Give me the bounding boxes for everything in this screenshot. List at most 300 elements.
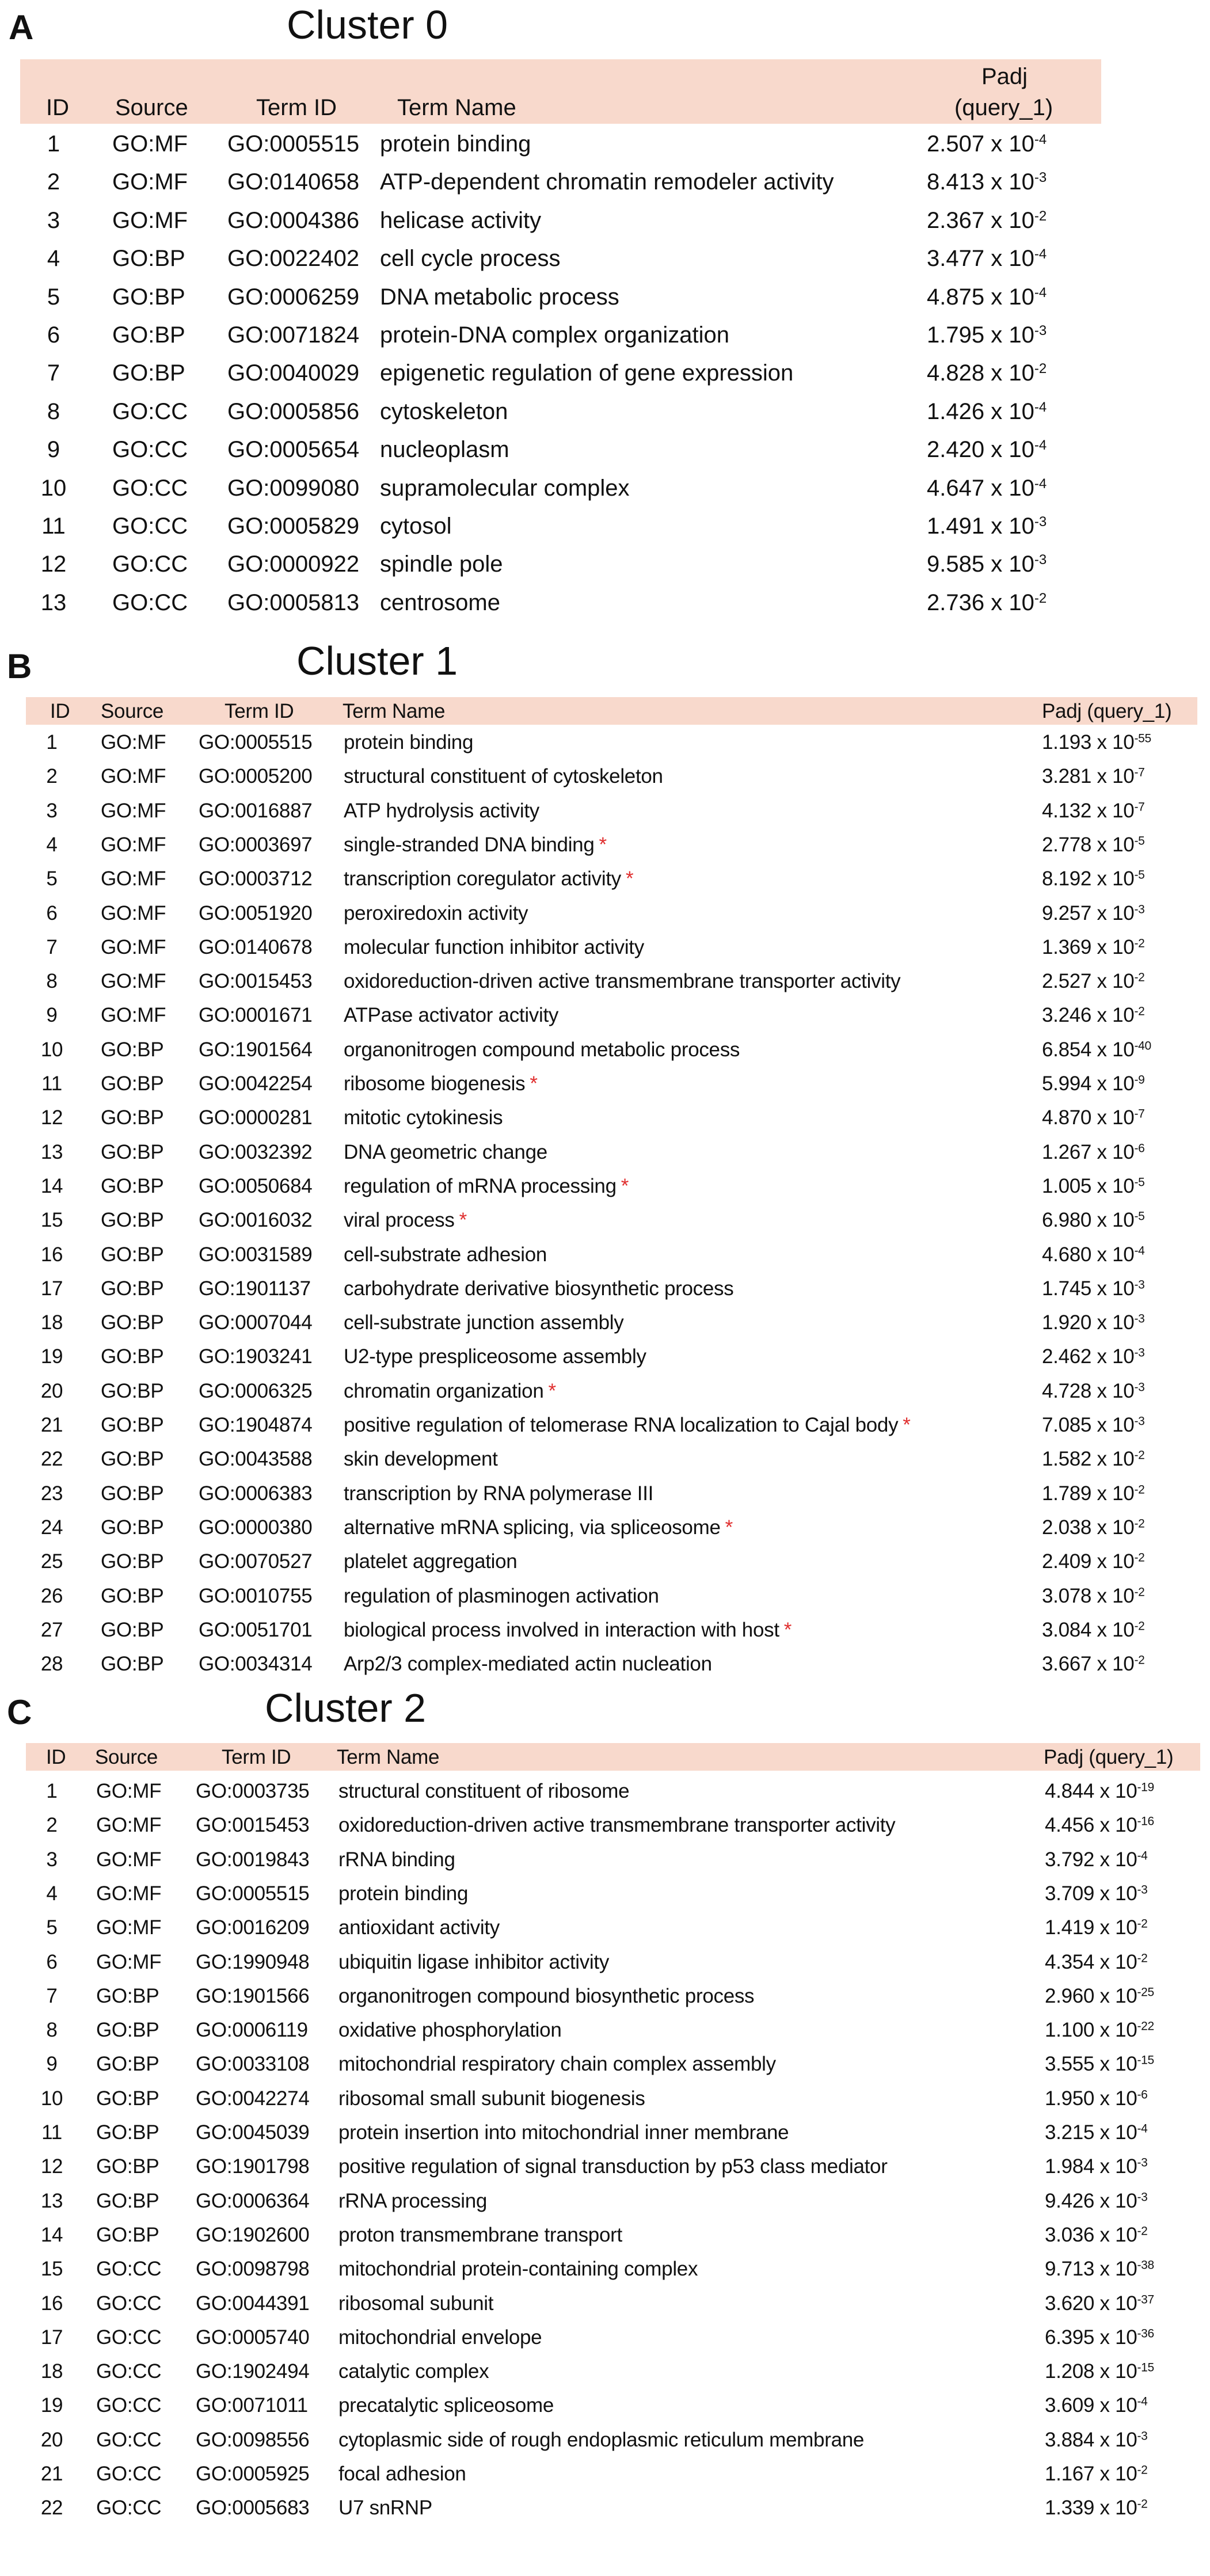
row-term-name [344,1414,911,1437]
padj-mantissa: 3.709 x 10 [1045,1882,1137,1905]
padj-mantissa: 1.582 x 10 [1042,1448,1135,1471]
padj-mantissa: 2.960 x 10 [1045,1984,1137,2007]
row-term-name [338,2258,698,2281]
term-name-text: alternative mRNA splicing, via spliceosome [344,1516,721,1539]
row-id: 21 [40,1414,63,1436]
term-name-text: mitochondrial protein-containing complex [338,2258,698,2281]
padj-exponent: -2 [1137,2463,1148,2477]
row-padj [1042,765,1145,788]
row-term-id: GO:0005515 [199,731,313,754]
padj-exponent: -36 [1137,2327,1154,2341]
row-term-id: GO:0005200 [199,765,313,788]
padj-exponent: -5 [1134,834,1145,848]
table-row [0,970,1210,995]
padj-exponent: -9 [1134,1073,1145,1087]
padj-exponent: -4 [1137,2395,1148,2408]
padj-exponent: -3 [1034,170,1047,186]
row-term-id: GO:0098556 [196,2428,310,2451]
row-term-id: GO:0016209 [196,1916,310,1939]
row-id: 2 [46,1814,58,1837]
padj-mantissa: 3.281 x 10 [1042,765,1135,788]
term-name-text: nucleoplasm [380,437,509,463]
row-source: GO:CC [96,2463,162,2485]
padj-mantissa: 2.507 x 10 [927,131,1034,157]
header-term-id: Term ID [256,95,337,120]
table-row [0,1585,1210,1610]
row-padj [927,169,1047,195]
padj-mantissa: 2.527 x 10 [1042,970,1135,993]
term-name-text: mitochondrial envelope [338,2326,542,2349]
row-term-name [344,1175,629,1198]
row-source: GO:BP [101,1243,164,1266]
padj-mantissa: 1.339 x 10 [1045,2497,1137,2520]
term-name-text: oxidoreduction-driven active transmembrane transporter activity [344,970,901,993]
term-name-text: U7 snRNP [338,2497,432,2520]
padj-mantissa: 9.585 x 10 [927,551,1034,577]
term-name-text: supramolecular complex [380,475,630,501]
row-id: 22 [40,2497,63,2520]
term-name-text: ribosomal subunit [338,2292,494,2315]
padj-mantissa: 3.246 x 10 [1042,1004,1135,1027]
padj-exponent: -4 [1034,399,1047,415]
row-source: GO:BP [101,1516,164,1539]
row-padj [927,475,1047,501]
row-padj [1045,1814,1154,1837]
row-term-name [344,834,607,857]
row-padj [1042,1277,1145,1300]
padj-mantissa: 4.647 x 10 [927,475,1034,501]
row-source: GO:CC [112,551,188,577]
row-source: GO:BP [101,1174,164,1197]
padj-mantissa: 2.409 x 10 [1042,1550,1135,1573]
padj-mantissa: 1.795 x 10 [927,322,1034,348]
row-padj [1045,2155,1148,2178]
row-id: 17 [40,1277,63,1300]
term-name-text: skin development [344,1448,498,1471]
row-source: GO:MF [96,1780,162,1802]
table-row [0,2121,1210,2147]
row-padj [1042,1311,1145,1334]
padj-exponent: -2 [1137,2224,1148,2238]
padj-exponent: -2 [1134,1653,1145,1667]
row-padj [1045,2497,1148,2520]
row-padj [1045,2087,1148,2110]
row-term-id: GO:0005740 [196,2326,310,2349]
row-id: 15 [40,2258,63,2281]
header-id: ID [46,95,69,120]
row-padj [1045,2224,1148,2247]
row-term-name [380,513,452,539]
padj-mantissa: 4.844 x 10 [1045,1780,1137,1802]
row-id: 12 [40,551,67,577]
term-name-text: proton transmembrane transport [338,2223,622,2246]
row-term-id: GO:0006119 [196,2019,308,2042]
term-name-text: protein-DNA complex organization [380,322,729,348]
row-padj [1045,2121,1148,2144]
row-term-name [338,2360,489,2383]
panel-title: Cluster 0 [287,2,448,47]
padj-exponent: -3 [1034,322,1047,338]
table-row [0,1209,1210,1234]
table-row [0,1916,1210,1942]
padj-mantissa: 9.257 x 10 [1042,901,1135,924]
term-name-text: spindle pole [380,551,503,577]
table-row [0,765,1210,790]
row-padj [1042,1448,1145,1471]
term-name-text: DNA geometric change [344,1140,547,1163]
row-source: GO:CC [112,437,188,463]
padj-mantissa: 1.005 x 10 [1042,1174,1135,1197]
padj-exponent: -16 [1137,1814,1154,1828]
table-row [0,475,1210,504]
row-id: 14 [40,2223,63,2246]
row-source: GO:BP [101,1414,164,1436]
row-term-name [338,1985,754,2008]
row-source: GO:BP [96,2087,159,2110]
row-term-id: GO:0001671 [199,1004,313,1027]
row-term-id: GO:0015453 [196,1814,310,1837]
term-name-text: mitotic cytokinesis [344,1106,503,1129]
row-term-id: GO:0000380 [199,1516,313,1539]
term-name-text: ATP-dependent chromatin remodeler activity [380,169,834,195]
row-source: GO:MF [101,867,166,891]
row-source: GO:BP [96,2223,159,2246]
row-source: GO:MF [101,731,166,754]
row-padj [1042,1004,1145,1027]
panel-label: B [7,647,32,686]
padj-mantissa: 1.267 x 10 [1042,1140,1135,1163]
row-padj [1045,2463,1148,2486]
row-source: GO:BP [101,1482,164,1505]
highlight-asterisk: * [599,833,607,856]
padj-exponent: -2 [1137,1951,1148,1965]
row-source: GO:MF [96,1950,162,1973]
table-row [0,2190,1210,2215]
row-padj [1042,1209,1145,1232]
row-source: GO:CC [96,2292,162,2315]
row-id: 14 [40,1174,63,1197]
term-name-text: transcription coregulator activity [344,867,621,891]
row-term-id: GO:0044391 [196,2292,310,2315]
row-id: 10 [40,1038,63,1061]
term-name-text: peroxiredoxin activity [344,901,528,924]
table-row [0,2360,1210,2385]
row-id: 3 [46,799,58,822]
padj-exponent: -3 [1034,552,1047,568]
row-source: GO:CC [96,2258,162,2281]
row-source: GO:BP [112,322,185,348]
header-id: ID [50,700,70,722]
header-padj: Padj [981,64,1028,89]
row-id: 2 [46,765,58,788]
row-term-id: GO:0140678 [199,935,313,958]
row-term-id: GO:1903241 [199,1345,313,1368]
row-term-name [344,1004,558,1027]
row-term-id: GO:0005813 [227,589,360,615]
row-id: 23 [40,1482,63,1505]
row-id: 11 [41,513,66,539]
table-row [0,1345,1210,1371]
row-id: 18 [40,1311,63,1334]
row-source: GO:BP [101,1072,164,1095]
padj-mantissa: 2.462 x 10 [1042,1345,1135,1368]
row-source: GO:MF [112,207,188,233]
row-id: 8 [46,2019,58,2042]
row-source: GO:BP [101,1106,164,1129]
row-term-name [338,1916,500,1939]
row-id: 16 [40,2292,63,2315]
row-term-name [344,1311,623,1334]
padj-mantissa: 2.778 x 10 [1042,833,1135,856]
padj-exponent: -4 [1034,437,1047,453]
term-name-text: cytoskeleton [380,398,508,424]
table-row [0,590,1210,619]
padj-mantissa: 1.208 x 10 [1045,2360,1137,2383]
table-row [0,246,1210,275]
header-term-name: Term Name [337,1746,440,1768]
padj-exponent: -2 [1134,1517,1145,1531]
row-source: GO:BP [101,1550,164,1573]
row-padj [1042,834,1145,857]
row-padj [1042,1482,1145,1505]
term-name-text: ATPase activator activity [344,1004,559,1027]
row-term-id: GO:0005829 [227,513,360,539]
row-padj [927,284,1047,310]
row-term-name [338,2019,561,2042]
row-padj [1045,2360,1154,2383]
row-padj [1042,1585,1145,1608]
highlight-asterisk: * [530,1072,538,1095]
row-padj [1045,2053,1154,2076]
term-name-text: organonitrogen compound biosynthetic process [338,1984,755,2007]
row-source: GO:BP [96,1984,159,2007]
row-source: GO:BP [112,284,185,310]
padj-mantissa: 3.620 x 10 [1045,2292,1137,2315]
row-term-id: GO:0006364 [196,2189,310,2212]
term-name-text: platelet aggregation [344,1550,518,1573]
term-name-text: biological process involved in interaction with host [344,1618,779,1641]
term-name-text: cell cycle process [380,246,561,272]
term-name-text: rRNA binding [338,1848,455,1871]
padj-exponent: -40 [1134,1039,1151,1053]
padj-mantissa: 1.193 x 10 [1042,731,1135,754]
row-term-id: GO:0099080 [227,475,360,501]
padj-mantissa: 1.920 x 10 [1042,1311,1135,1334]
row-term-id: GO:0140658 [227,169,360,195]
row-term-id: GO:0003697 [199,833,313,856]
row-source: GO:MF [101,833,166,856]
table-row [0,1951,1210,1976]
row-term-id: GO:0040029 [227,360,360,386]
row-term-name [380,284,619,310]
row-term-id: GO:0016887 [199,799,313,822]
padj-exponent: -4 [1137,2122,1148,2136]
padj-mantissa: 3.555 x 10 [1045,2053,1137,2076]
row-padj [1042,1345,1145,1368]
term-name-text: protein binding [380,131,531,157]
padj-exponent: -4 [1137,1849,1148,1863]
row-term-name [344,1482,653,1505]
table-row [0,1985,1210,2010]
row-term-name [338,2155,888,2178]
row-term-name [380,475,630,501]
term-name-text: transcription by RNA polymerase III [344,1482,654,1505]
term-name-text: viral process [344,1209,455,1232]
table-header [20,59,1101,124]
term-name-text: cell-substrate junction assembly [344,1311,624,1334]
row-term-id: GO:0007044 [199,1311,313,1334]
row-padj [1042,1380,1145,1403]
padj-exponent: -2 [1134,937,1145,950]
row-source: GO:CC [96,2497,162,2520]
row-source: GO:BP [101,1584,164,1607]
padj-exponent: -7 [1134,800,1145,814]
table-header [26,697,1197,725]
row-term-name [344,1550,517,1573]
row-term-id: GO:0033108 [196,2053,310,2076]
term-name-text: carbohydrate derivative biosynthetic process [344,1277,734,1300]
row-padj [927,551,1047,577]
row-term-id: GO:1990948 [196,1950,310,1973]
padj-mantissa: 1.950 x 10 [1045,2087,1137,2110]
padj-exponent: -5 [1134,868,1145,882]
row-id: 13 [40,2189,63,2212]
row-id: 3 [47,207,60,233]
row-term-id: GO:0050684 [199,1174,313,1197]
term-name-text: epigenetic regulation of gene expression [380,360,794,386]
row-id: 6 [47,322,60,348]
panel-title: Cluster 1 [296,638,458,683]
row-padj [927,360,1047,386]
row-id: 26 [40,1584,63,1607]
row-id: 10 [40,475,67,501]
padj-mantissa: 1.419 x 10 [1045,1916,1137,1939]
table-row [0,2087,1210,2113]
row-padj [1045,2429,1148,2452]
highlight-asterisk: * [459,1209,467,1232]
row-source: GO:MF [96,1848,162,1871]
term-name-text: protein insertion into mitochondrial inner membrane [338,2121,789,2144]
row-id: 12 [40,2155,63,2178]
padj-exponent: -3 [1034,513,1047,530]
row-padj [1042,1106,1145,1129]
padj-mantissa: 3.884 x 10 [1045,2428,1137,2451]
table-row [0,2258,1210,2283]
row-source: GO:MF [112,169,188,195]
padj-mantissa: 3.215 x 10 [1045,2121,1137,2144]
row-term-id: GO:0042254 [199,1072,313,1095]
padj-exponent: -3 [1134,1312,1145,1326]
row-term-name [344,1619,792,1642]
table-row [0,1004,1210,1029]
term-name-text: antioxidant activity [338,1916,500,1939]
row-source: GO:MF [96,1882,162,1905]
table-row [0,284,1210,313]
row-id: 27 [40,1618,63,1641]
row-term-name [344,1585,659,1608]
table-header [26,1743,1200,1771]
header-padj-query: (query_1) [954,95,1053,120]
header-term-id: Term ID [222,1746,291,1768]
padj-mantissa: 2.736 x 10 [927,589,1034,615]
padj-exponent: -3 [1134,1380,1145,1394]
padj-exponent: -15 [1137,2361,1154,2375]
table-row [0,902,1210,927]
padj-exponent: -2 [1137,2497,1148,2511]
term-name-text: rRNA processing [338,2189,488,2212]
table-row [0,2019,1210,2044]
padj-mantissa: 9.713 x 10 [1045,2258,1137,2281]
row-term-name [344,1277,733,1300]
highlight-asterisk: * [783,1618,792,1641]
row-term-id: GO:0005654 [227,437,360,463]
term-name-text: catalytic complex [338,2360,489,2383]
row-id: 9 [46,1004,58,1027]
row-id: 8 [47,398,60,424]
header-term-name: Term Name [397,95,516,120]
row-padj [1042,1550,1145,1573]
row-term-name [344,1516,733,1539]
padj-mantissa: 1.789 x 10 [1042,1482,1135,1505]
padj-exponent: -5 [1134,1175,1145,1189]
row-term-id: GO:0006383 [199,1482,313,1505]
row-padj [1042,1619,1145,1642]
padj-exponent: -38 [1137,2258,1154,2272]
row-term-name [380,169,834,195]
term-name-text: centrosome [380,589,500,615]
row-padj [1042,800,1145,823]
table-row [0,2497,1210,2522]
row-id: 4 [47,246,60,272]
row-term-name [380,246,560,272]
row-padj [927,437,1047,463]
table-row [0,131,1210,160]
table-row [0,1550,1210,1576]
row-id: 21 [40,2463,63,2485]
padj-mantissa: 1.167 x 10 [1045,2463,1137,2485]
row-term-id: GO:1901137 [199,1277,311,1300]
row-source: GO:MF [112,131,188,157]
highlight-asterisk: * [621,1174,629,1197]
panel-title: Cluster 2 [265,1685,427,1730]
row-padj [1045,1951,1148,1974]
padj-mantissa: 2.367 x 10 [927,207,1034,233]
table-row [0,800,1210,825]
table-row [0,1882,1210,1908]
row-term-id: GO:1901566 [196,1984,310,2007]
row-padj [1042,1072,1145,1095]
row-id: 11 [41,2121,62,2144]
padj-exponent: -2 [1134,1483,1145,1497]
table-row [0,513,1210,542]
panel-label: C [7,1693,32,1732]
row-id: 5 [46,867,58,891]
row-term-id: GO:0032392 [199,1140,313,1163]
row-padj [927,208,1047,234]
row-padj [1042,902,1145,925]
padj-exponent: -19 [1137,1780,1154,1794]
table-row [0,1175,1210,1200]
padj-mantissa: 7.085 x 10 [1042,1414,1135,1436]
row-term-id: GO:0004386 [227,207,360,233]
row-term-name [344,1448,498,1471]
row-source: GO:BP [101,1653,164,1676]
header-term-name: Term Name [343,700,446,722]
term-name-text: ribosome biogenesis [344,1072,526,1095]
row-term-name [380,590,500,616]
row-term-name [344,867,633,891]
table-row [0,1038,1210,1064]
